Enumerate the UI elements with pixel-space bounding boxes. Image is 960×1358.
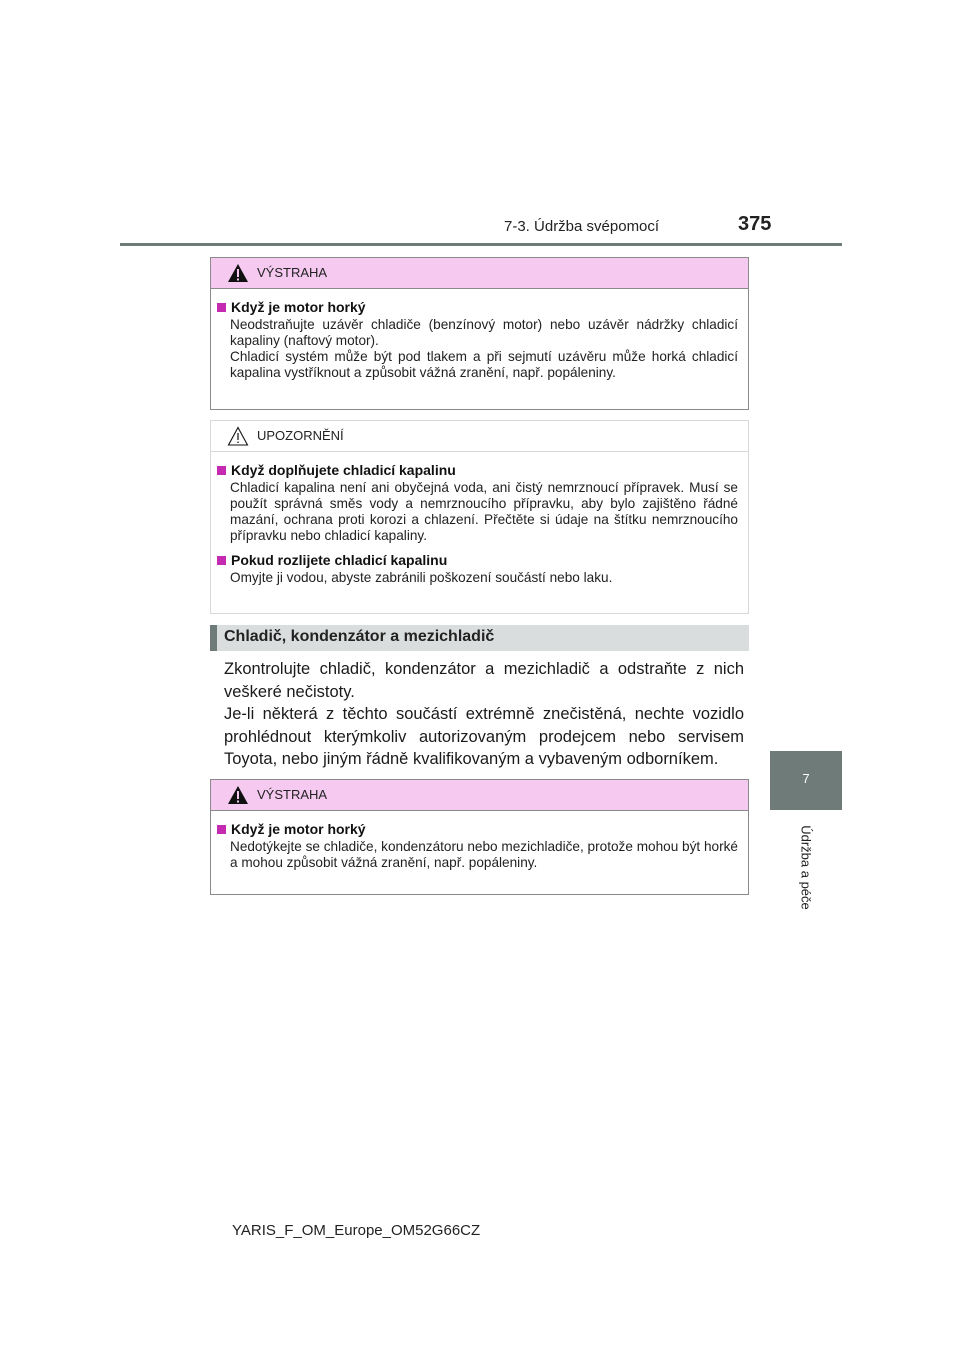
warning-title: VÝSTRAHA: [257, 265, 328, 280]
warning-paragraph: Chladicí systém může být pod tlakem a při sejmutí uzávěru může horká chladicí kapalina vystříknout a způsobit vážná zranění, např. popáleniny.: [230, 349, 738, 380]
header-divider: [120, 243, 842, 246]
chapter-number: 7: [802, 771, 810, 786]
warning-paragraph: Neodstraňujte uzávěr chladiče (benzínový motor) nebo uzávěr nádržky chladicí kapaliny (naftový motor).: [230, 317, 738, 348]
caution-header: [211, 421, 748, 452]
caution-paragraph: Omyjte ji vodou, abyste zabránili poškození součástí nebo laku.: [230, 570, 613, 585]
warning-header: [211, 780, 748, 811]
warning-title: VÝSTRAHA: [257, 787, 328, 802]
bullet-square-icon: [217, 825, 226, 834]
warning-triangle-icon: [227, 785, 249, 805]
warning-item-heading: Když je motor horký: [217, 299, 738, 315]
caution-title: UPOZORNĚNÍ: [257, 428, 344, 443]
section-heading: Chladič, kondenzátor a mezichladič: [210, 625, 749, 651]
warning-header: [211, 258, 748, 289]
chapter-tab: [770, 751, 842, 810]
caution-triangle-icon: [227, 426, 249, 446]
caution-item-heading: Pokud rozlijete chladicí kapalinu: [217, 552, 738, 568]
chapter-label: Údržba a péče: [798, 825, 814, 910]
section-title: 7-3. Údržba svépomocí: [504, 218, 660, 235]
body-paragraph: Je-li některá z těchto součástí extrémně znečistěná, nechte vozidlo prohlédnout kterýmkoliv autorizovaným prodejcem nebo servisem Toyota, nebo jiným řádně kvalifikovaným a vybaveným odborníkem.: [224, 705, 744, 768]
section-body: [224, 658, 744, 771]
bullet-square-icon: [217, 556, 226, 565]
warning-triangle-icon: [227, 263, 249, 283]
caution-item-heading: Když doplňujete chladicí kapalinu: [217, 462, 738, 478]
warning-box: [210, 257, 749, 410]
warning-item-heading: Když je motor horký: [217, 821, 738, 837]
caution-box: [210, 420, 749, 614]
warning-paragraph: Nedotýkejte se chladiče, kondenzátoru nebo mezichladiče, protože mohou být horké a mohou způsobit vážná zranění, např. popáleniny.: [230, 839, 738, 870]
page-number: 375: [738, 213, 772, 235]
body-paragraph: Zkontrolujte chladič, kondenzátor a mezichladič a odstraňte z nich veškeré nečistoty.: [224, 660, 744, 701]
bullet-square-icon: [217, 303, 226, 312]
bullet-square-icon: [217, 466, 226, 475]
caution-paragraph: Chladicí kapalina není ani obyčejná voda, ani čistý nemrznoucí přípravek. Musí se použít správná směs vody a nemrznoucího přípravku, aby bylo zajištěno řádné mazání, ochrana proti korozi a chlazení. Přečtěte si údaje na štítku nemrznoucího přípravku nebo chladicí kapaliny.: [230, 480, 738, 543]
document-code: YARIS_F_OM_Europe_OM52G66CZ: [232, 1222, 481, 1239]
warning-box: [210, 779, 749, 895]
